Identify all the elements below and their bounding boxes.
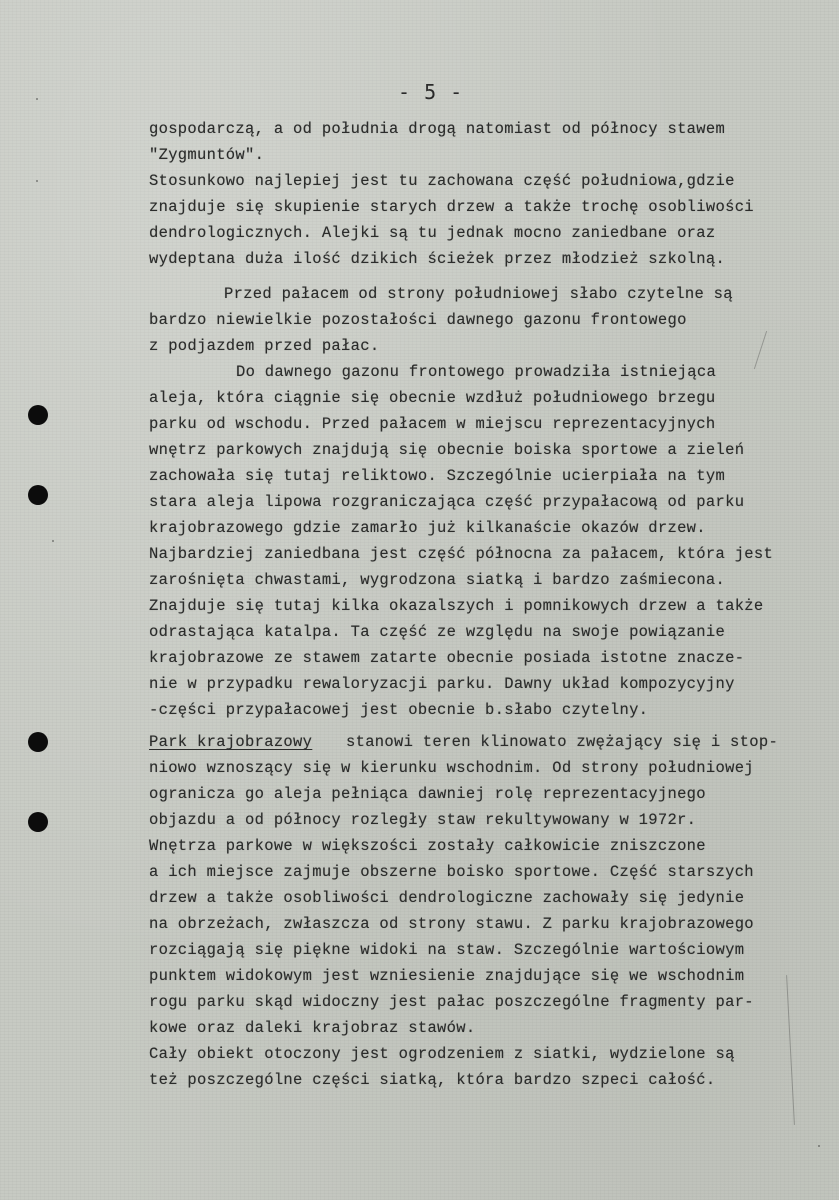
paper-speck [52,540,54,542]
text-line: nie w przypadku rewaloryzacji parku. Dawny układ kompozycyjny [149,675,735,693]
text-line: Do dawnego gazonu frontowego prowadziła istniejąca [236,363,717,381]
text-line: gospodarczą, a od południa drogą natomiast od północy stawem [149,120,726,138]
paper-speck [36,98,38,100]
text-line: stanowi teren klinowato zwężający się i stop- [346,733,779,751]
text-line: rogu parku skąd widoczny jest pałac poszczególne fragmenty par- [149,993,754,1011]
punch-hole [28,405,48,425]
text-line: dendrologicznych. Alejki są tu jednak mocno zaniedbane oraz [149,224,716,242]
text-line: zarośnięta chwastami, wygrodzona siatką i bardzo zaśmiecona. [149,571,726,589]
text-line: Cały obiekt otoczony jest ogrodzeniem z siatki, wydzielone są [149,1045,735,1063]
text-line: stara aleja lipowa rozgraniczająca część przypałacową od parku [149,493,745,511]
text-line: "Zygmuntów". [149,146,265,164]
punch-hole [28,812,48,832]
text-line: znajduje się skupienie starych drzew a także trochę osobliwości [149,198,754,216]
text-line: wydeptana duża ilość dzikich ścieżek przez młodzież szkolną. [149,250,726,268]
text-line: Przed pałacem od strony południowej słabo czytelne są [224,285,733,303]
page-number: - 5 - [398,80,464,104]
paper-speck [36,180,38,182]
text-line: zachowała się tutaj reliktowo. Szczególnie ucierpiała na tym [149,467,726,485]
text-line: parku od wschodu. Przed pałacem w miejscu reprezentacyjnych [149,415,716,433]
text-line: Stosunkowo najlepiej jest tu zachowana część południowa,gdzie [149,172,735,190]
paper-speck [818,1145,820,1147]
text-line: -części przypałacowej jest obecnie b.słabo czytelny. [149,701,649,719]
text-line: objazdu a od północy rozległy staw rekultywowany w 1972r. [149,811,697,829]
text-line: bardzo niewielkie pozostałości dawnego gazonu frontowego [149,311,687,329]
section-heading: Park krajobrazowy [149,733,313,751]
text-line: rozciągają się piękne widoki na staw. Szczególnie wartościowym [149,941,745,959]
text-line: Znajduje się tutaj kilka okazalszych i pomnikowych drzew a także [149,597,764,615]
text-line: na obrzeżach, zwłaszcza od strony stawu. Z parku krajobrazowego [149,915,754,933]
text-line: Wnętrza parkowe w większości zostały całkowicie zniszczone [149,837,706,855]
text-line: punktem widokowym jest wzniesienie znajdujące się we wschodnim [149,967,745,985]
text-line: niowo wznoszący się w kierunku wschodnim. Od strony południowej [149,759,754,777]
text-line: kowe oraz daleki krajobraz stawów. [149,1019,476,1037]
text-line: krajobrazowego gdzie zamarło już kilkanaście okazów drzew. [149,519,706,537]
text-line: z podjazdem przed pałac. [149,337,380,355]
punch-hole [28,732,48,752]
text-line: też poszczególne części siatką, która bardzo szpeci całość. [149,1071,716,1089]
text-line: aleja, która ciągnie się obecnie wzdłuż południowego brzegu [149,389,716,407]
text-line: Najbardziej zaniedbana jest część północna za pałacem, która jest [149,545,774,563]
text-line: ogranicza go aleja pełniąca dawniej rolę reprezentacyjnego [149,785,706,803]
text-line: a ich miejsce zajmuje obszerne boisko sportowe. Część starszych [149,863,754,881]
text-line: krajobrazowe ze stawem zatarte obecnie posiada istotne znacze- [149,649,745,667]
text-line: wnętrz parkowych znajdują się obecnie boiska sportowe a zieleń [149,441,745,459]
text-line: odrastająca katalpa. Ta część ze względu na swoje powiązanie [149,623,726,641]
text-line: drzew a także osobliwości dendrologiczne zachowały się jedynie [149,889,745,907]
punch-hole [28,485,48,505]
